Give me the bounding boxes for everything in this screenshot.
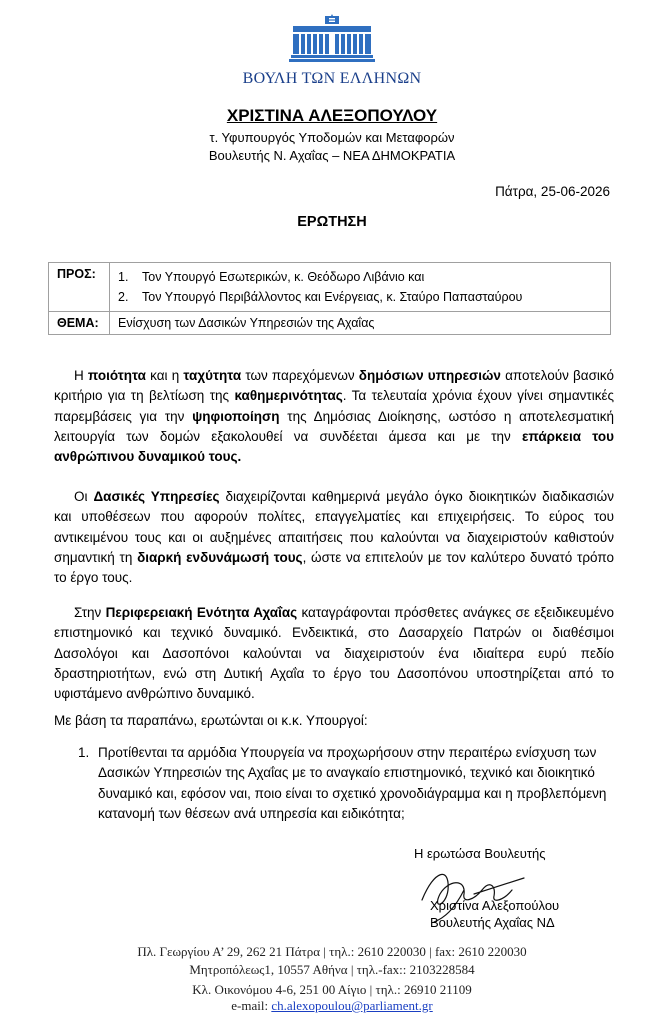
text-run: Η: [74, 368, 88, 383]
footer-address-athens: Μητροπόλεως1, 10557 Αθήνα | τηλ.-fax:: 2103228584: [189, 962, 475, 977]
text-run: των παρεχόμενων: [241, 368, 359, 383]
to-item-text: Τον Υπουργό Εσωτερικών, κ. Θεόδωρο Λιβάνιο και: [142, 270, 425, 284]
subject-label: ΘΕΜΑ:: [49, 312, 110, 335]
text-run: Στην: [74, 605, 106, 620]
mp-name: ΧΡΙΣΤΙΝΑ ΑΛΕΞΟΠΟΥΛΟΥ: [226, 106, 438, 125]
text-run-bold: δημόσιων υπηρεσιών: [358, 368, 501, 383]
paragraph-4: Με βάση τα παραπάνω, ερωτώνται οι κ.κ. Υπουργοί:: [54, 713, 368, 728]
text-run-bold: ταχύτητα: [183, 368, 242, 383]
text-run: της Δημόσιας Διοίκησης, ωστόσο η αποτελεσματική λειτουργία των δομών εξακολουθεί να συνδέεται άμεσα και με την: [54, 408, 614, 444]
to-item: [118, 287, 602, 307]
mp-role: τ. Υφυπουργός Υποδομών και Μεταφορών: [209, 130, 455, 145]
addressee-table: [48, 262, 611, 335]
signer-label: Η ερωτώσα Βουλευτής: [414, 846, 546, 861]
email-label: e-mail:: [231, 998, 272, 1013]
to-list: [110, 263, 611, 312]
text-run: , ώστε να επιτελούν με τον καλύτερο δυνατό τρόπο το έργο τους.: [54, 549, 614, 586]
text-run: διαχειρίζονται καθημερινά μεγάλο όγκο διοικητικών διαδικασιών και υποθέσεων που αφορούν πολίτες, επαγγελματίες και επιχειρήσεις. Το εύρος του αντικειμένου τους και οι αυξημένες απαιτήσεις που καλούνται να διαχειριστούν καθιστούν σημαντική τη: [54, 489, 614, 565]
footer-address-patras: Πλ. Γεωργίου Α’ 29, 262 21 Πάτρα | τηλ.: 2610 220030 | fax: 2610 220030: [137, 944, 527, 959]
footer-address-aigio: Κλ. Οικονόμου 4-6, 251 00 Αίγιο | τηλ.: 26910 21109: [192, 982, 472, 997]
document-title: ΕΡΩΤΗΣΗ: [297, 214, 367, 230]
text-run: καταγράφονται πρόσθετες ανάγκες σε εξειδικευμένο επιστημονικό και τεχνικό δυναμικό. Ενδεικτικά, στο Δασαρχείο Πατρών οι διαθέσιμοι Δασολόγοι και Δασοπόνοι καλούνται να διαχειριστούν ένα ιδιαίτερα ευρύ πεδίο δραστηριοτήτων, ενώ στη Δυτική Αχαΐα το έργο του Δασοπόνου υποστηρίζεται από το υφιστάμενο ανθρώπινο δυναμικό.: [54, 605, 614, 702]
to-item-number: 2.: [118, 290, 129, 304]
text-run-bold: Περιφερειακή Ενότητα Αχαΐας: [105, 605, 298, 620]
paragraph-3: [54, 603, 614, 704]
to-label: ΠΡΟΣ:: [49, 263, 110, 312]
parliament-logo: [289, 14, 375, 64]
question-item: [54, 743, 614, 824]
question-number: 1.: [78, 745, 90, 760]
addressee-row: [49, 263, 611, 312]
question-text: Προτίθενται τα αρμόδια Υπουργεία να προχωρήσουν στην περαιτέρω ενίσχυση των Δασικών Υπηρεσιών της Αχαΐας με το αναγκαίο επιστημονικό, τεχνικό και διοικητικό δυναμικό και, εφόσον ναι, ποιο είναι το σχετικό χρονοδιάγραμμα και η προβλεπόμενη κατανομή των θέσεων ανά υπηρεσία και ειδικότητα;: [98, 745, 607, 821]
text-run: αποτελούν βασικό κριτήριο για τη βελτίωση της: [54, 368, 615, 404]
parliament-name: ΒΟΥΛΗ ΤΩΝ ΕΛΛΗΝΩΝ: [242, 70, 422, 87]
paragraph-2: [54, 487, 614, 588]
to-item-text: Τον Υπουργό Περιβάλλοντος και Ενέργειας, κ. Σταύρο Παπασταύρου: [142, 290, 523, 304]
email-link[interactable]: ch.alexopoulou@parliament.gr: [271, 998, 433, 1013]
to-item: [118, 267, 602, 287]
text-run: και η: [145, 368, 184, 383]
text-run-bold: Δασικές Υπηρεσίες: [93, 489, 220, 504]
text-run-bold: διαρκή ενδυνάμωσή τους: [137, 549, 303, 565]
text-run-bold: ποιότητα: [87, 368, 146, 383]
signer-title: Βουλευτής Αχαΐας ΝΔ: [430, 915, 555, 930]
text-run-bold: ψηφιοποίηση: [192, 408, 280, 424]
subject-row: [49, 312, 611, 335]
paragraph-1: [54, 366, 614, 467]
text-run-bold: καθημερινότητας: [234, 388, 343, 404]
question-list: [54, 743, 614, 824]
mp-constituency: Βουλευτής Ν. Αχαΐας – ΝΕΑ ΔΗΜΟΚΡΑΤΙΑ: [208, 148, 456, 163]
document-date: Πάτρα, 25-06-2026: [495, 184, 610, 199]
to-item-number: 1.: [118, 270, 129, 284]
text-run: Οι: [74, 489, 94, 504]
footer-email: [0, 998, 664, 1014]
text-run-bold: επάρκεια του ανθρώπινου δυναμικού τους.: [54, 428, 614, 465]
text-run: . Τα τελευταία χρόνια έχουν γίνει σημαντικές παρεμβάσεις για την: [54, 388, 614, 424]
subject-text: Ενίσχυση των Δασικών Υπηρεσιών της Αχαΐας: [110, 312, 611, 335]
signer-name: Χριστίνα Αλεξοπούλου: [430, 898, 560, 913]
